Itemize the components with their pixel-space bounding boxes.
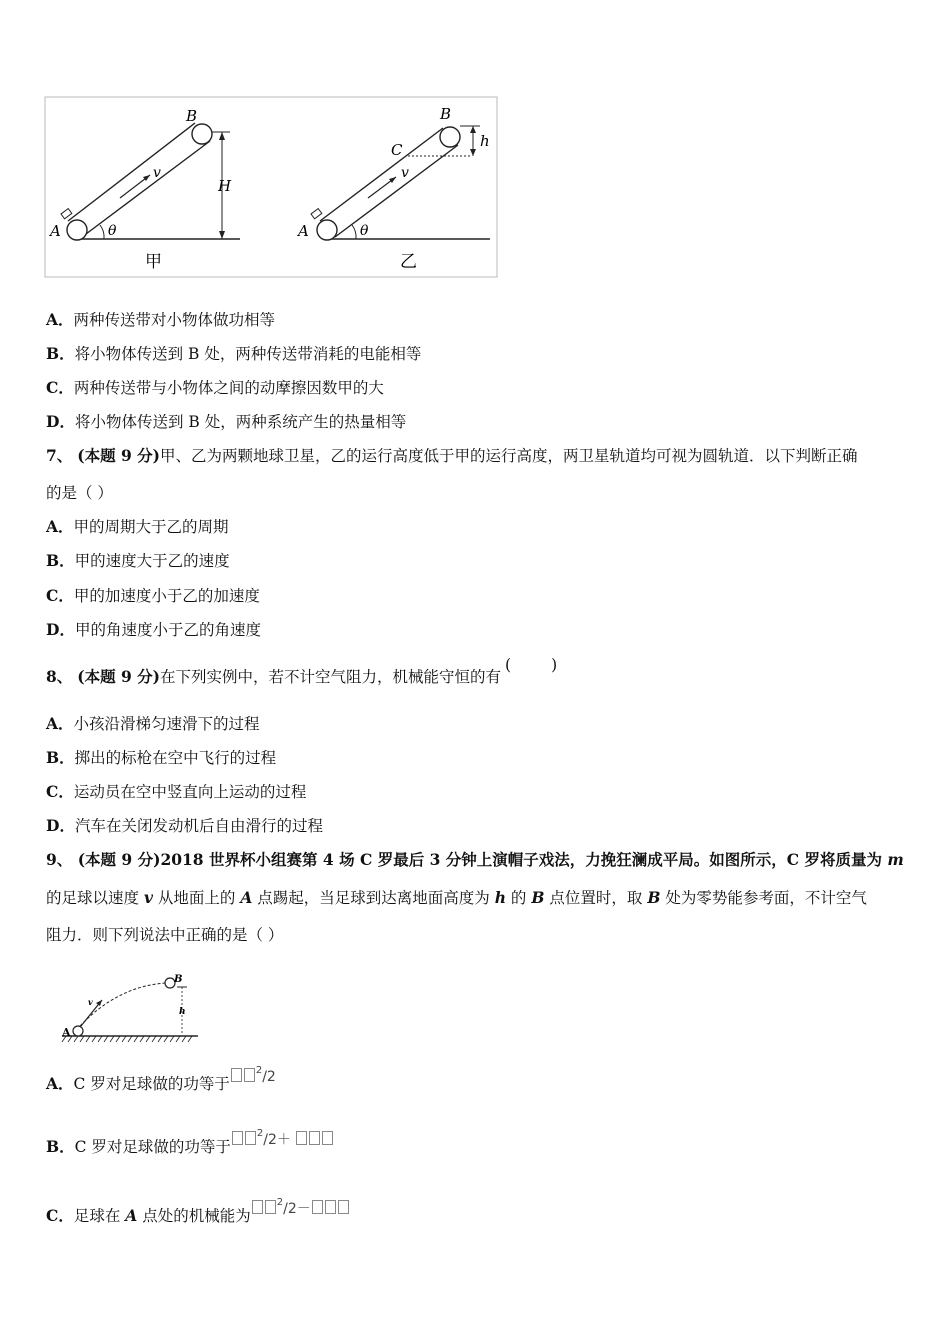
option-label: D． xyxy=(46,620,75,639)
q7-stem-line2 xyxy=(46,482,113,504)
formula-c: $^2$/2－ xyxy=(251,1201,350,1217)
label-B-ball: B xyxy=(174,974,183,985)
q6-option-a xyxy=(46,309,275,331)
question-text: 的是（ ） xyxy=(46,484,113,502)
question-text: 2018 世界杯小组赛第 4 场 C 罗最后 3 分钟上演帽子戏法，力挽狂澜成平局。如图所示，C 罗将质量为 xyxy=(160,850,888,869)
q7-option-c xyxy=(46,585,260,607)
question-score: (本题 9 分) xyxy=(77,446,160,465)
label-B-yi: B xyxy=(440,105,452,123)
q8-option-a xyxy=(46,713,260,735)
var-B2: B xyxy=(647,888,661,907)
option-label: C． xyxy=(46,1206,74,1225)
question-number: 9、 xyxy=(46,850,73,869)
question-text: 的 xyxy=(505,889,532,907)
option-text: 甲的角速度小于乙的角速度 xyxy=(74,621,261,639)
var-B: B xyxy=(531,888,545,907)
option-text: 将小物体传送到 B 处，两种传送带消耗的电能相等 xyxy=(74,345,422,363)
option-label: A． xyxy=(46,517,74,536)
question-score: (本题 9 分) xyxy=(77,850,161,869)
q8-option-c xyxy=(46,781,306,803)
option-label: D． xyxy=(46,412,75,431)
question-number: 8、 xyxy=(46,667,73,686)
option-text: 运动员在空中竖直向上运动的过程 xyxy=(73,783,307,801)
option-text: 甲的速度大于乙的速度 xyxy=(74,552,230,570)
option-text: C 罗对足球做的功等于 xyxy=(74,1138,231,1156)
q8-option-d xyxy=(46,815,323,837)
option-text: 将小物体传送到 B 处，两种系统产生的热量相等 xyxy=(74,413,407,431)
label-A-jia: A xyxy=(50,222,61,240)
caption-jia: 甲 xyxy=(145,252,162,272)
option-text: 两种传送带与小物体之间的动摩擦因数甲的大 xyxy=(73,379,384,397)
option-text: 点处的机械能为 xyxy=(137,1207,251,1225)
q9-option-b xyxy=(46,1128,334,1161)
question-number: 7、 xyxy=(46,446,73,465)
formula-a: $^2$/2 xyxy=(230,1069,276,1085)
option-text: 汽车在关闭发动机后自由滑行的过程 xyxy=(74,817,323,835)
option-label: B． xyxy=(46,1137,75,1156)
label-v-yi: v xyxy=(401,165,409,181)
formula-b: $^2$/2＋ xyxy=(231,1132,334,1148)
question-score: (本题 9 分) xyxy=(77,667,160,686)
option-text: 足球在 xyxy=(73,1207,126,1225)
figure-jia xyxy=(48,107,240,272)
answer-paren-open: ( xyxy=(505,656,512,674)
q9-option-a xyxy=(46,1065,276,1098)
label-v-jia: v xyxy=(153,165,161,181)
question-text: 从地面上的 xyxy=(152,889,241,907)
label-v-ball: v xyxy=(88,997,93,1007)
q6-option-b xyxy=(46,343,421,365)
label-A-yi: A xyxy=(298,222,309,240)
var-A: A xyxy=(240,888,253,907)
option-label: C． xyxy=(46,782,74,801)
conveyor-figure xyxy=(40,95,502,281)
question-text: 点踢起，当足球到达离地面高度为 xyxy=(252,889,495,907)
label-H: H xyxy=(218,177,232,195)
label-h-ball: h xyxy=(179,1007,186,1017)
label-theta-jia: θ xyxy=(108,223,117,239)
option-label: A． xyxy=(46,714,74,733)
q6-option-d xyxy=(46,411,406,433)
q8-stem xyxy=(46,656,558,688)
question-text: 在下列实例中，若不计空气阻力，机械能守恒的有 xyxy=(159,668,501,686)
var-A: A xyxy=(125,1206,138,1225)
label-C-yi: C xyxy=(391,141,403,159)
caption-yi: 乙 xyxy=(400,252,417,272)
option-text: 小孩沿滑梯匀速滑下的过程 xyxy=(73,715,260,733)
label-h-yi: h xyxy=(480,132,490,150)
answer-paren-close: ) xyxy=(551,656,558,674)
option-label: A． xyxy=(46,310,74,329)
option-text: 甲的加速度小于乙的加速度 xyxy=(73,587,260,605)
option-text: 两种传送带对小物体做功相等 xyxy=(73,311,276,329)
q7-option-b xyxy=(46,550,230,572)
q8-option-b xyxy=(46,747,276,769)
football-figure xyxy=(58,970,208,1048)
q6-option-c xyxy=(46,377,384,399)
option-label: D． xyxy=(46,816,75,835)
option-text: 掷出的标枪在空中飞行的过程 xyxy=(74,749,277,767)
q9-stem-line1 xyxy=(46,849,904,871)
option-label: B． xyxy=(46,551,75,570)
option-text: 甲的周期大于乙的周期 xyxy=(73,518,229,536)
var-m: m xyxy=(887,850,904,869)
question-text: 的足球以速度 xyxy=(46,889,144,907)
q9-stem-line3 xyxy=(46,924,283,946)
option-label: A． xyxy=(46,1074,74,1093)
q7-stem-line1 xyxy=(46,445,858,467)
q7-option-d xyxy=(46,619,261,641)
figure-yi xyxy=(296,105,490,272)
label-theta-yi: θ xyxy=(360,223,369,239)
option-label: B． xyxy=(46,344,75,363)
option-text: C 罗对足球做的功等于 xyxy=(73,1075,230,1093)
question-text: 点位置时，取 xyxy=(544,889,648,907)
option-label: C． xyxy=(46,378,74,397)
q7-option-a xyxy=(46,516,229,538)
option-label: C． xyxy=(46,586,74,605)
label-B-jia: B xyxy=(186,107,198,125)
question-text: 阻力．则下列说法中正确的是（ ） xyxy=(46,926,284,944)
question-text: 处为零势能参考面，不计空气 xyxy=(660,889,867,907)
q9-stem-line2 xyxy=(46,887,867,909)
q9-option-c xyxy=(46,1197,350,1230)
option-label: B． xyxy=(46,748,75,767)
question-text: 甲、乙为两颗地球卫星，乙的运行高度低于甲的运行高度，两卫星轨道均可视为圆轨道．以下判断正确 xyxy=(159,447,858,465)
label-A-ball: A xyxy=(62,1026,71,1039)
var-h: h xyxy=(494,888,506,907)
var-v: v xyxy=(143,888,153,907)
